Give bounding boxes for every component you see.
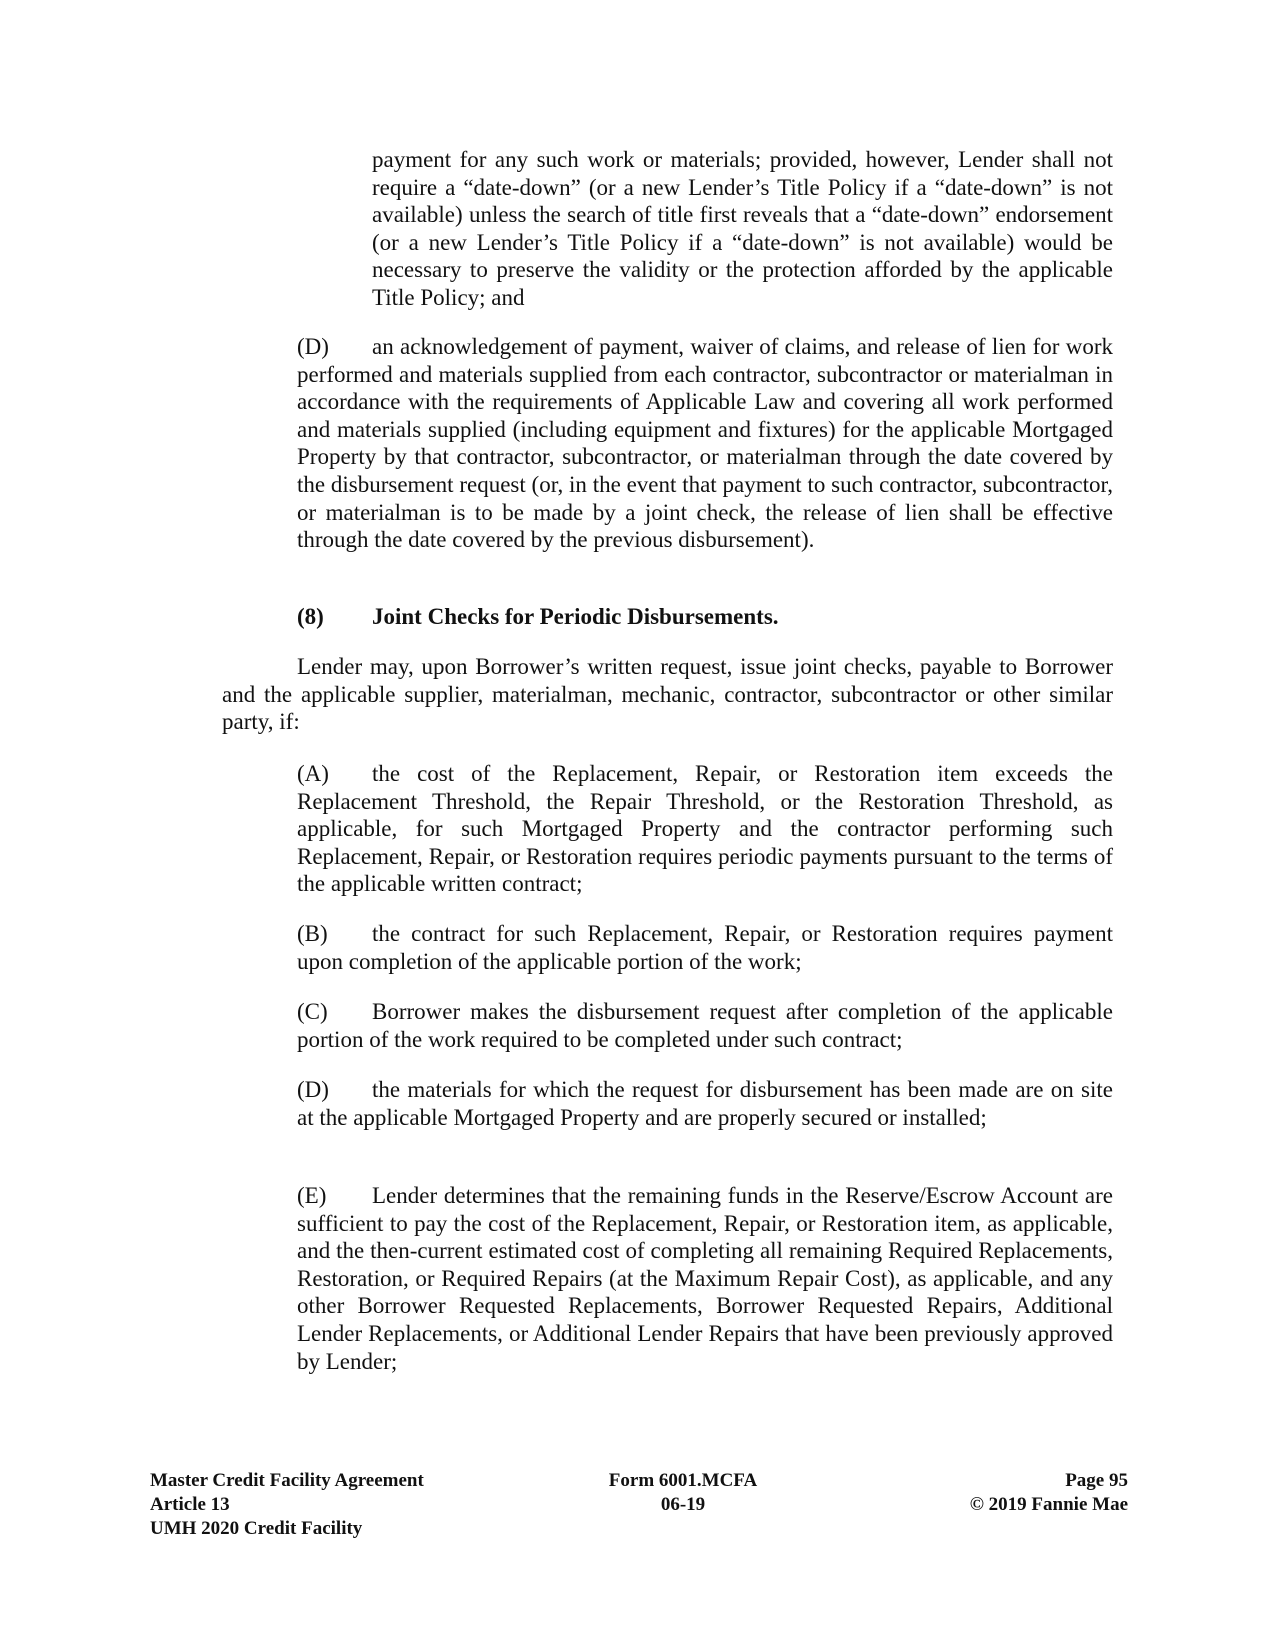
list-item-c [297, 998, 1113, 1053]
item-text: the contract for such Replacement, Repair, or Restoration requires payment upon completion of the applicable portion of the work; [297, 921, 1113, 974]
footer-agreement-title: Master Credit Facility Agreement [150, 1470, 424, 1491]
footer-right [930, 1469, 1128, 1517]
list-item-a [297, 760, 1113, 898]
section-title: Joint Checks for Periodic Disbursements. [372, 604, 779, 629]
footer-article: Article 13 [150, 1494, 230, 1515]
footer-form-date: 06-19 [660, 1494, 706, 1515]
item-label: (A) [297, 761, 329, 786]
footer-copyright: © 2019 Fannie Mae [969, 1494, 1128, 1515]
footer-form-number: Form 6001.MCFA [608, 1470, 758, 1491]
item-label: (D) [297, 1077, 329, 1102]
section-number: (8) [297, 604, 324, 629]
item-label: (D) [297, 334, 329, 359]
list-item-b [297, 920, 1113, 975]
footer-middle [598, 1469, 768, 1517]
footer-page-number: Page 95 [1065, 1470, 1128, 1491]
item-text: the cost of the Replacement, Repair, or Restoration item exceeds the Replacement Threshold, the Repair Threshold, or the Restoration Threshold, as applicable, for such Mortgaged Property and the contractor performing such Replacement, Repair, or Restoration requires periodic payments pursuant to the terms of the applicable written contract; [297, 761, 1113, 897]
item-label: (B) [297, 921, 328, 946]
list-item-d [297, 1076, 1113, 1131]
item-label: (E) [297, 1183, 327, 1208]
list-item-e [297, 1182, 1113, 1375]
item-text: the materials for which the request for disbursement has been made are on site at the applicable Mortgaged Property and are properly secured or installed; [297, 1077, 1113, 1130]
paragraph-c-continued: payment for any such work or materials; provided, however, Lender shall not require a “date-down” (or a new Lender’s Title Policy if a “date-down” is not available) unless the search of title first reveals that a “date-down” endorsement (or a new Lender’s Title Policy if a “date-down” is not available) would be necessary to preserve the validity or the protection afforded by the applicable Title Policy; and [372, 147, 1113, 310]
footer-facility-name: UMH 2020 Credit Facility [150, 1518, 363, 1539]
intro-paragraph: Lender may, upon Borrower’s written request, issue joint checks, payable to Borrower and the applicable supplier, materialman, mechanic, contractor, subcontractor or other similar party, if: [222, 654, 1113, 735]
item-text: Borrower makes the disbursement request after completion of the applicable portion of the work required to be completed under such contract; [297, 999, 1113, 1052]
item-text: Lender determines that the remaining funds in the Reserve/Escrow Account are sufficient to pay the cost of the Replacement, Repair, or Restoration item, as applicable, and the then-current estimated cost of completing all remaining Required Replacements, Restoration, or Required Repairs (at the Maximum Repair Cost), as applicable, and any other Borrower Requested Replacements, Borrower Requested Repairs, Additional Lender Replacements, or Additional Lender Repairs that have been previously approved by Lender; [297, 1183, 1113, 1374]
section-heading [297, 603, 779, 631]
item-label: (C) [297, 999, 328, 1024]
item-text: an acknowledgement of payment, waiver of claims, and release of lien for work performed and materials supplied from each contractor, subcontractor or materialman in accordance with the requirements of Applicable Law and covering all work performed and materials supplied (including equipment and fixtures) for the applicable Mortgaged Property by that contractor, subcontractor, or materialman through the date covered by the disbursement request (or, in the event that payment to such contractor, subcontractor, or materialman is to be made by a joint check, the release of lien shall be effective through the date covered by the previous disbursement). [297, 334, 1113, 553]
paragraph-d-release-of-lien [297, 333, 1113, 554]
footer-left [150, 1469, 424, 1541]
